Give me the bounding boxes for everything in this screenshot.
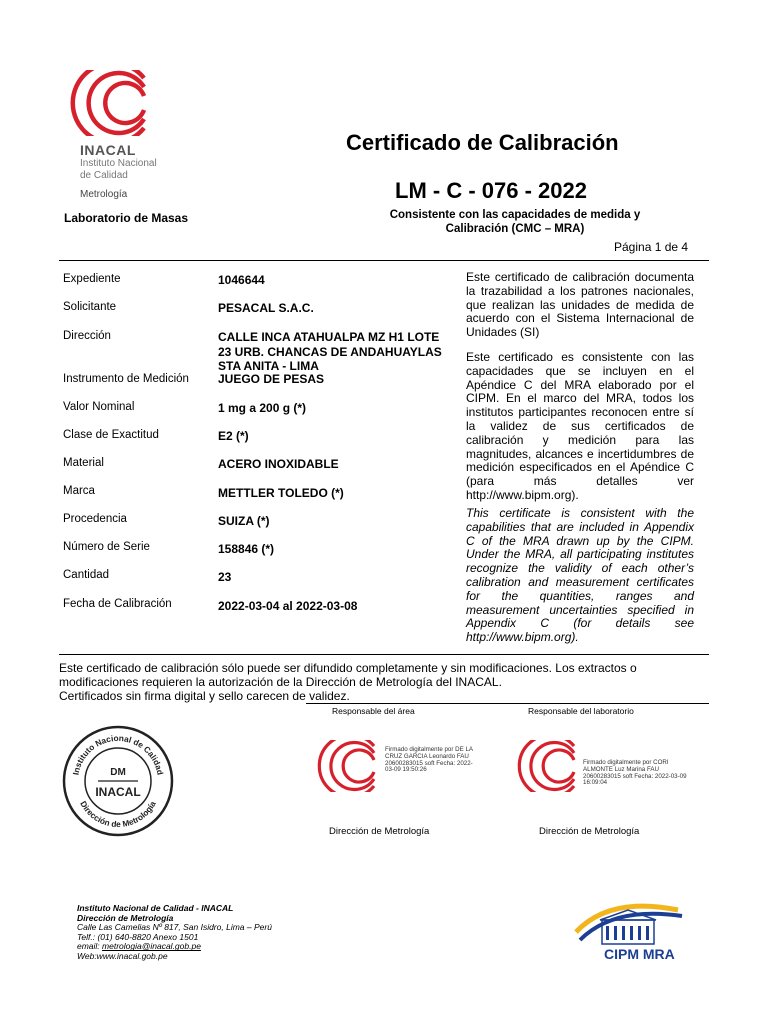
page-indicator: Página 1 de 4 — [614, 240, 689, 254]
consistency-note — [350, 208, 680, 236]
detail-label: Dirección — [63, 330, 111, 342]
footer-contact — [77, 904, 272, 962]
signature-logo — [494, 740, 580, 797]
footer-email-link[interactable]: metrologia@inacal.gob.pe — [102, 941, 201, 952]
divider-signatures — [306, 703, 709, 704]
inacal-logo — [66, 70, 152, 141]
detail-label: Cantidad — [63, 569, 110, 581]
footer-email-prefix: email: — [77, 941, 103, 952]
inacal-logo-icon — [494, 740, 580, 792]
signature-role: Responsable del área — [332, 706, 415, 716]
seal-center-bottom: INACAL — [95, 785, 141, 799]
footer-dept: Dirección de Metrología — [77, 912, 174, 923]
footer-address: Calle Las Camelias Nº 817, San Isidro, Lima – Perú — [77, 922, 272, 933]
detail-value: CALLE INCA ATAHUALPA MZ H1 LOTE 23 URB. CHANCAS DE ANDAHUAYLAS STA ANITA - LIMA — [218, 330, 442, 373]
seal-icon — [62, 725, 174, 837]
cipm-mra-text: CIPM MRA — [604, 946, 675, 962]
footer-web[interactable]: Web:www.inacal.gob.pe — [77, 950, 168, 961]
detail-label: Número de Serie — [63, 541, 150, 553]
detail-value: METTLER TOLEDO (*) — [218, 486, 344, 500]
mra-paragraph-es: Este certificado es consistente con las capacidades que se incluyen en el Apéndice C del MRA elaborado por el CIPM. En el marco del MRA, todos los institutos participantes reconocen entre sí la validez de sus certificados de calibración y medición para las magnitudes, alcances e incertidumbres de medición especificados en el Apéndice C (para más detalles ver http://www.bipm.org). — [466, 350, 694, 502]
divider-middle — [59, 654, 709, 655]
detail-value: JUEGO DE PESAS — [218, 372, 325, 386]
digital-signature: Firmado digitalmente por CORI ALMONTE Luz Marina FAU 20600283015 soft Fecha: 2022-03-09 16:09:04 — [583, 759, 687, 787]
detail-value: SUIZA (*) — [218, 514, 270, 528]
inacal-logo-icon — [66, 70, 152, 136]
mra-paragraph-en: This certificate is consistent with the capabilities that are included in Appendix C of the MRA drawn up by the CIPM. Under the MRA, all participating institutes recognize the validity of each other’s calibration and measurement certificates for the quantities, ranges and measurement uncertainties specified in Appendix C (for details see http://www.bipm.org). — [466, 506, 694, 645]
org-area: Metrología — [80, 189, 128, 200]
signature-department: Dirección de Metrología — [329, 826, 430, 837]
official-seal — [62, 725, 174, 842]
org-name: INACAL — [80, 142, 136, 158]
seal-center-top: DM — [110, 767, 126, 778]
detail-label: Expediente — [63, 273, 121, 285]
org-full-line1: Instituto Nacional — [80, 158, 157, 169]
detail-label: Fecha de Calibración — [63, 598, 172, 610]
digital-signature: Firmado digitalmente por DE LA CRUZ GARCIA Leonardo FAU 20600283015 soft Fecha: 2022-03-09 19:50:26 — [385, 746, 473, 774]
detail-label: Marca — [63, 485, 95, 497]
detail-value: 23 — [218, 570, 232, 584]
detail-value: ACERO INOXIDABLE — [218, 457, 339, 471]
footer-org: Instituto Nacional de Calidad - INACAL — [77, 903, 234, 913]
detail-label: Valor Nominal — [63, 401, 135, 413]
page-title: Certificado de Calibración — [346, 130, 619, 155]
detail-value: 2022-03-04 al 2022-03-08 — [218, 599, 358, 613]
detail-label: Procedencia — [63, 513, 127, 525]
validity-note: Certificados sin firma digital y sello carecen de validez. — [59, 689, 350, 703]
seal-ring-bottom: Dirección de Metrología — [78, 799, 158, 830]
seal-ring-top: Instituto Nacional de Calidad — [70, 732, 166, 776]
footer-phone: Telf.: (01) 640-8820 Anexo 1501 — [77, 931, 199, 942]
notice-text: Este certificado de calibración sólo puede ser difundido completamente y sin modificaciones. Los extractos o modificaciones requieren la autorización de la Dirección de Metrología del INACAL. — [59, 661, 637, 689]
detail-value: E2 (*) — [218, 429, 249, 443]
detail-value: 158846 (*) — [218, 542, 275, 556]
consistency-line1: Consistente con las capacidades de medida y — [389, 209, 641, 221]
detail-label: Clase de Exactitud — [63, 429, 159, 441]
detail-label: Solicitante — [63, 301, 117, 313]
cipm-building-icon — [570, 902, 690, 948]
detail-label: Instrumento de Medición — [63, 373, 189, 385]
consistency-line2: Calibración (CMC – MRA) — [445, 223, 585, 235]
detail-value: 1 mg a 200 g (*) — [218, 401, 307, 415]
divider-top — [59, 260, 709, 261]
signature-role: Responsable del laboratorio — [528, 706, 634, 716]
traceability-paragraph: Este certificado de calibración documenta la trazabilidad a los patrones nacionales, que realizan las unidades de medida de acuerdo con el Sistema Internacional de Unidades (SI) — [466, 270, 694, 340]
inacal-logo-icon — [314, 740, 380, 792]
detail-value: PESACAL S.A.C. — [218, 301, 314, 315]
detail-value: 1046644 — [218, 273, 265, 287]
certificate-number: LM - C - 076 - 2022 — [395, 178, 587, 203]
detail-label: Material — [63, 457, 104, 469]
org-full-line2: de Calidad — [80, 170, 128, 181]
lab-name: Laboratorio de Masas — [64, 211, 189, 225]
signature-logo — [314, 740, 380, 797]
signature-department: Dirección de Metrología — [539, 826, 640, 837]
